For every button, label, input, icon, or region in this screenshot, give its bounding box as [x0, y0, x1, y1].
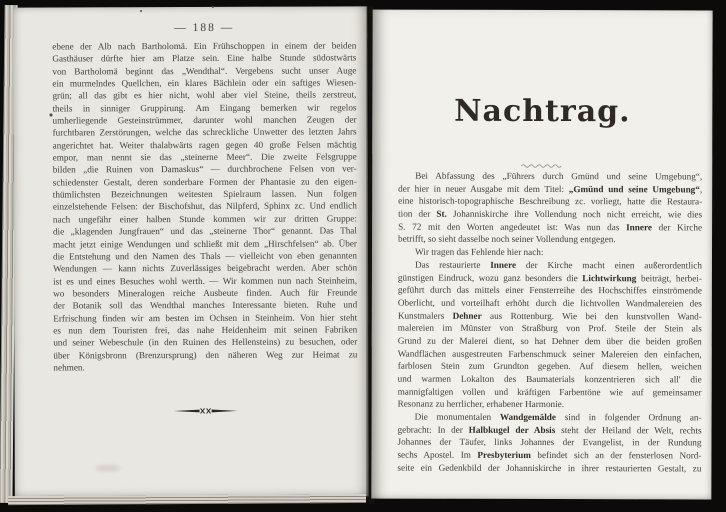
text-line [398, 220, 702, 233]
text-line [398, 335, 702, 348]
text-line [52, 64, 356, 77]
text-line [52, 101, 356, 114]
text-line [398, 271, 702, 284]
body-text: nach ungefähr einer halben Stunde kommen wir zur dritten Gruppe: [52, 213, 357, 225]
body-text: der Kirche [651, 222, 703, 233]
body-text: steht der Heiland der Welt, rechts [555, 424, 702, 436]
text-line [398, 385, 702, 398]
left-page-text [52, 39, 357, 373]
body-text: sechs Apostel. Im [397, 449, 478, 460]
body-text: wo besonders Mineralogen reiche Ausbeute finden. Auch für Freunde [53, 287, 358, 299]
bold-text: Lichtwirkung [582, 272, 637, 283]
text-line [53, 212, 357, 225]
text-line [398, 423, 702, 436]
body-text: ebene der Alb nach Bartholomä. Ein Frühschoppen in einem der beiden [52, 40, 357, 52]
body-text: und seiner Webeschule (in den Ruinen des Hellensteins) zu besuchen, oder [53, 336, 358, 348]
text-line [53, 323, 357, 336]
bold-text: St. [436, 208, 447, 219]
body-text: der Botanik soll das Wendthal manches Interessante bieten. Ruhe und [53, 299, 358, 311]
text-line [52, 89, 356, 102]
body-text: über Königsbronn (Brenzursprung) den näheren Weg zur Heimat zu [53, 349, 358, 361]
right-page-text [397, 170, 702, 475]
text-line [52, 52, 356, 65]
text-line [398, 360, 702, 373]
body-text: Gasthäuser dürfte hier am Platze sein. Eine halbe Stunde südostwärts [52, 52, 357, 64]
text-line [53, 286, 357, 299]
text-line [398, 373, 702, 386]
body-text: Wandflächen ausgestreuten Farbenschmuck seiner Malereien den einfachen, [397, 348, 702, 360]
text-line [52, 39, 356, 52]
scan-speck [50, 113, 53, 116]
body-text: gebracht: In der [397, 424, 469, 435]
body-text: empor, man nennt sie das „steinerne Meer“. Die zweite Felsgruppe [52, 151, 357, 163]
body-text: Das restaurierte [414, 259, 491, 270]
scan-speck [140, 10, 142, 12]
squiggle-icon [520, 162, 564, 169]
body-text: ein murmelndes Quellchen, ein klares Bächlein oder ein saftiges Wiesen- [52, 77, 357, 89]
text-line [53, 237, 357, 250]
body-text: Oberlicht, und vorteilhaft erhöht durch die lichtvollen Wandmalereien des [397, 297, 702, 309]
body-text: und warmen Lokalton des Baumaterials konzentrieren sich all' die [397, 373, 702, 385]
body-text: Wir tragen das Fehlende hier nach: [414, 246, 544, 258]
body-text: einzelstehende Felsen: der Bischofshut, das Nilpferd, Sphinx zc. Und endlich [52, 200, 357, 212]
text-line [398, 309, 702, 322]
body-text: sind in folgender Ordnung an- [555, 412, 702, 423]
text-line [53, 336, 357, 349]
body-text: eine historisch-topographische Beschreibung zc. vorliegt, hatte die Restaura- [398, 195, 703, 207]
bold-text: Dehner [452, 310, 482, 321]
bold-text: Presbyterium [477, 449, 531, 461]
body-text: malereien im Münster von Straßburg von Prof. Steile der Stein als [397, 322, 702, 334]
body-text: , [699, 184, 703, 195]
body-text: betrifft, so sieht dasselbe noch seiner Vollendung entgegen. [398, 234, 616, 245]
body-text: furchtbaren Zerstörungen, welche das schreckliche Unwetter des letzten Jahrs [52, 126, 357, 138]
text-line [398, 284, 702, 297]
text-line [397, 436, 701, 449]
body-text: Wendungen — kann nichts Zuverlässiges beigebracht werden. Aber schön [53, 262, 358, 274]
right-page [371, 10, 712, 500]
body-text: seite ein Gedenkbild der Johanniskirche in ihrer restaurierten Gestalt, zu [397, 462, 702, 474]
text-line [53, 163, 357, 176]
text-line [53, 138, 357, 151]
text-line [53, 126, 357, 139]
page-number: — 188 — [174, 21, 235, 35]
body-text: es nun dem Touristen frei, das nahe Heidenheim mit seinen Fabriken [53, 324, 358, 336]
body-text: tion der [398, 208, 437, 219]
text-line [53, 113, 357, 126]
text-line [398, 322, 702, 335]
body-text: Kunstmalers [397, 310, 453, 321]
text-line [53, 175, 357, 188]
bold-text: Wandgemälde [499, 411, 557, 423]
body-text: theils in sinniger Gruppirung. Am Eingang bemerken wir regelos [52, 102, 357, 114]
bold-text: „Gmünd und seine Umgebung“ [568, 183, 700, 195]
body-text: Erfrischung finden wir am besten im Ochsen in Steinheim. Von hier steht [53, 311, 358, 324]
body-text: macht jetzt einige Wendungen und schließt mit dem „Hirschfelsen“ ab. Über [52, 237, 357, 249]
body-text: angerichtet hat. Weiter thalabwärts ragen gegen 40 große Felsen mächtig [52, 139, 357, 151]
text-line [52, 76, 356, 89]
text-line [398, 398, 702, 411]
body-text: grün; all das gibt es hier nicht, wohl aber viel Steine, theils zerstreut, [52, 89, 357, 101]
body-text: der hier in neuer Ausgabe mit dem Titel: [398, 183, 569, 194]
body-text: mannigfaltigen vollen und kräftigen Farbentöne wie auf gemeinsamer [397, 386, 702, 398]
body-text: geführt durch das mittels einer Fensterreihe des Hochschiffes einströmende [397, 284, 702, 296]
body-text: nehmen. [53, 362, 85, 373]
text-line [53, 151, 357, 164]
text-line [398, 296, 702, 309]
left-page [13, 6, 369, 497]
body-text: ist es und eines Besuches wohl werth. — Wir kommen nun nach Steinheim, [53, 274, 358, 287]
chapter-heading: Nachtrag. [454, 93, 631, 130]
text-line [398, 246, 702, 259]
text-line [398, 170, 702, 183]
body-text: Johannes der Täufer, links Johannes der Evangelist, in der Rundung [397, 437, 702, 448]
body-text: die „klagenden Jungfrauen“ und das „steinerne Thor“ genannt. Das Thal [52, 225, 357, 237]
body-text: Die monumentalen [414, 411, 500, 422]
text-line [398, 195, 702, 208]
text-line [398, 182, 702, 195]
body-text: der Kirche macht einen außerordentlich [516, 259, 702, 271]
scan-smudge [95, 465, 121, 471]
body-text: schiedenster Gestalt, deren sonderbare Formen der Phantasie zu den eigen- [52, 176, 357, 188]
body-text: beiträgt, herbei- [636, 272, 702, 283]
text-line [397, 461, 701, 474]
section-divider-ornament [54, 402, 358, 421]
text-line [53, 274, 357, 287]
text-line [398, 208, 702, 221]
text-line [53, 225, 357, 238]
text-line [53, 262, 357, 275]
text-line [398, 233, 702, 246]
tapered-rule-icon [174, 406, 238, 416]
body-text: farblosen Stein zum Grundton gegeben. Auf diesem hellen, weichen [397, 360, 702, 372]
text-line [397, 449, 701, 462]
scan-speck [212, 6, 214, 8]
bold-text: Innere [490, 259, 517, 270]
body-text: Grund zu der Malerei dient, so hat Dehner dem über die beiden großen [397, 335, 702, 347]
body-text: befindet sich an der fensterlosen Nord- [530, 450, 702, 461]
body-text: Johanniskirche ihre Vollendung noch nicht erreicht, wie dies [446, 208, 703, 220]
body-text: S. 72 mit den Worten angedeutet ist: Was nun das [398, 221, 627, 232]
text-line [53, 348, 357, 361]
text-line [53, 311, 357, 324]
bold-text: Innere [626, 221, 652, 233]
body-text: bilden „die Ruinen von Damaskus“ — durchbrochene Felsen von ver- [52, 163, 357, 175]
bold-text: Halbkugel der Absis [468, 424, 556, 435]
text-line [398, 347, 702, 360]
text-line [398, 258, 702, 271]
text-line [53, 249, 357, 262]
body-text: von Bartholomä beginnt das „Wendthal“. Vergebens sucht unser Auge [52, 65, 357, 77]
body-text: Bei Abfassung des „Führers durch Gmünd und seine Umgebung“, [415, 170, 703, 182]
text-line [53, 200, 357, 213]
body-text: thümlichsten Bezeichnungen weitesten Spielraum lassen. Nun folgen [52, 188, 357, 200]
text-line [53, 299, 357, 312]
body-text: die Entstehung und den Namen des Thals — vielleicht von eben genannten [52, 250, 358, 262]
body-text: günstigen Eindruck, wozu ganz besonders die [397, 272, 583, 283]
text-line [398, 411, 702, 424]
body-text: Resonanz zu herrlicher, erhabener Harmonie. [397, 398, 565, 410]
text-line [53, 360, 357, 373]
text-line [53, 188, 357, 201]
body-text: aus Rottenburg. Wie bei den kunstvollen Wand- [481, 310, 702, 321]
page-stack-edges [8, 494, 366, 505]
body-text: umherliegende Gesteinstrümmer, darunter wohl manchen Zeugen der [52, 114, 357, 126]
